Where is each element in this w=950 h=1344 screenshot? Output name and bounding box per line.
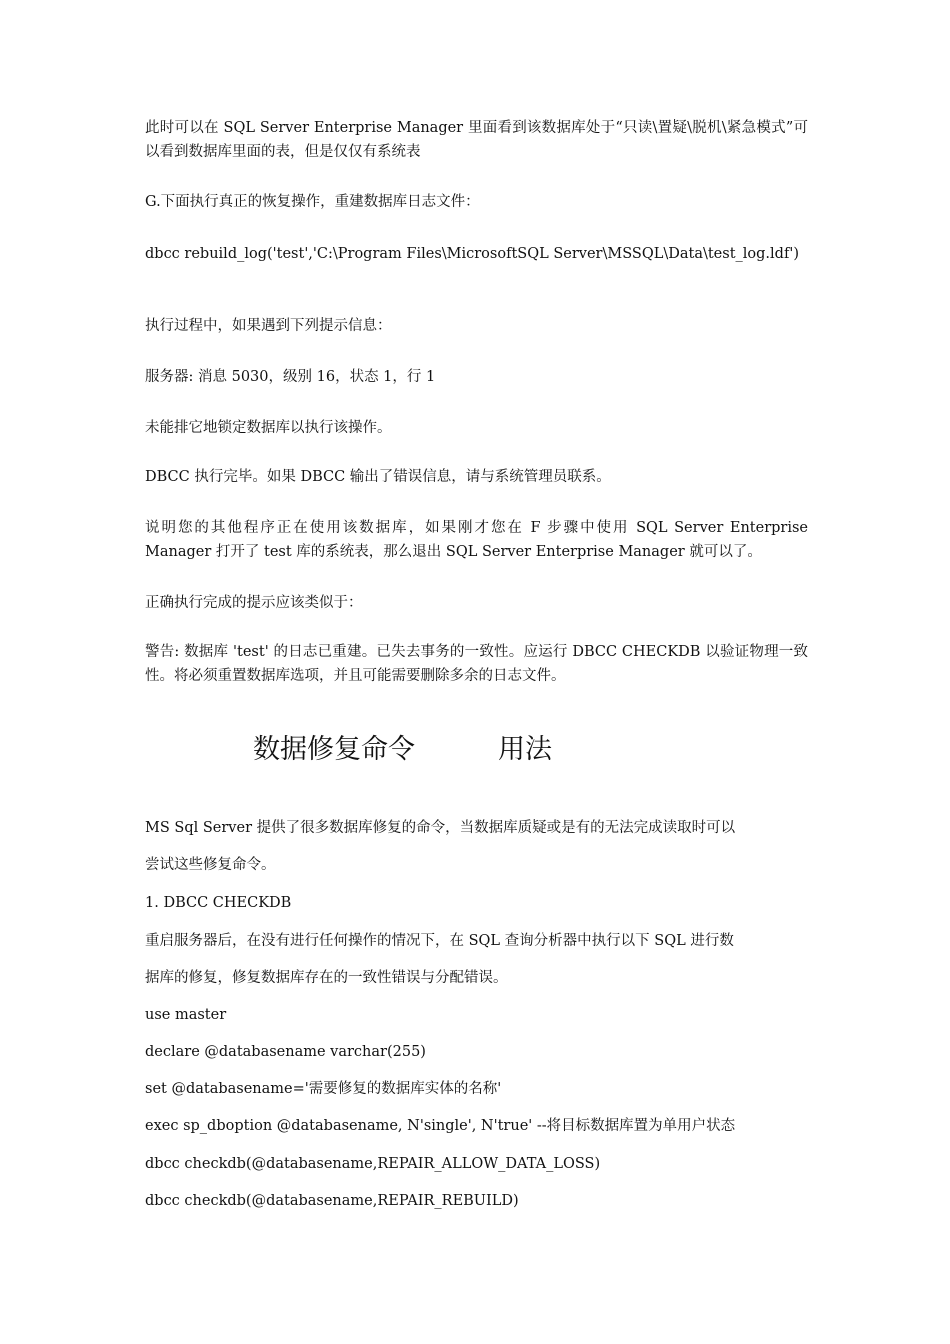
paragraph-expected: 正确执行完成的提示应该类似于： [145,595,363,611]
dbcc-finished: DBCC 执行完毕。如果 DBCC 输出了错误信息，请与系统管理员联系。 [145,469,611,485]
paragraph-execution: 执行过程中，如果遇到下列提示信息： [145,318,392,334]
section-title-left: 数据修复命令 [253,734,415,765]
code-line: exec sp_dboption @databasename, N'single', N'true' --将目标数据库置为单用户状态 [145,1118,736,1134]
code-line: use master [145,1007,227,1023]
step-g: G.下面执行真正的恢复操作，重建数据库日志文件： [145,194,480,210]
code-line: dbcc checkdb(@databasename,REPAIR_REBUILD) [145,1193,519,1209]
paragraph-status: 此时可以在 SQL Server Enterprise Manager 里面看到该数据库处于“只读\置疑\脱机\紧急模式”可以看到数据库里面的表，但是仅仅有系统表 [145,120,808,160]
code-line: set @databasename='需要修复的数据库实体的名称' [145,1081,502,1097]
code-line: dbcc checkdb(@databasename,REPAIR_ALLOW_DATA_LOSS) [145,1156,601,1172]
server-message: 服务器: 消息 5030，级别 16，状态 1，行 1 [145,369,436,385]
item1-title: 1. DBCC CHECKDB [145,895,292,911]
section-title-right: 用法 [498,734,552,765]
paragraph-explanation: 说明您的其他程序正在使用该数据库，如果刚才您在 F 步骤中使用 SQL Server Enterprise Manager 打开了 test 库的系统表，那么退出 SQL Server Enterprise Manager 就可以了。 [145,520,808,560]
item1-desc-line2: 据库的修复，修复数据库存在的一致性错误与分配错误。 [145,970,508,986]
rebuild-log-command: dbcc rebuild_log('test','C:\Program Files\MicrosoftSQL Server\MSSQL\Data\test_log.ldf') [145,246,799,262]
item1-desc-line1: 重启服务器后，在没有进行任何操作的情况下，在 SQL 查询分析器中执行以下 SQL 进行数 [145,933,734,949]
section-desc-line2: 尝试这些修复命令。 [145,857,276,873]
code-line: declare @databasename varchar(255) [145,1044,426,1060]
warning-message: 警告: 数据库 'test' 的日志已重建。已失去事务的一致性。应运行 DBCC CHECKDB 以验证物理一致性。将必须重置数据库选项，并且可能需要删除多余的日志文件。 [145,644,808,684]
lock-error: 未能排它地锁定数据库以执行该操作。 [145,420,392,436]
section-desc-line1: MS Sql Server 提供了很多数据库修复的命令，当数据库质疑或是有的无法完成读取时可以 [145,820,736,836]
